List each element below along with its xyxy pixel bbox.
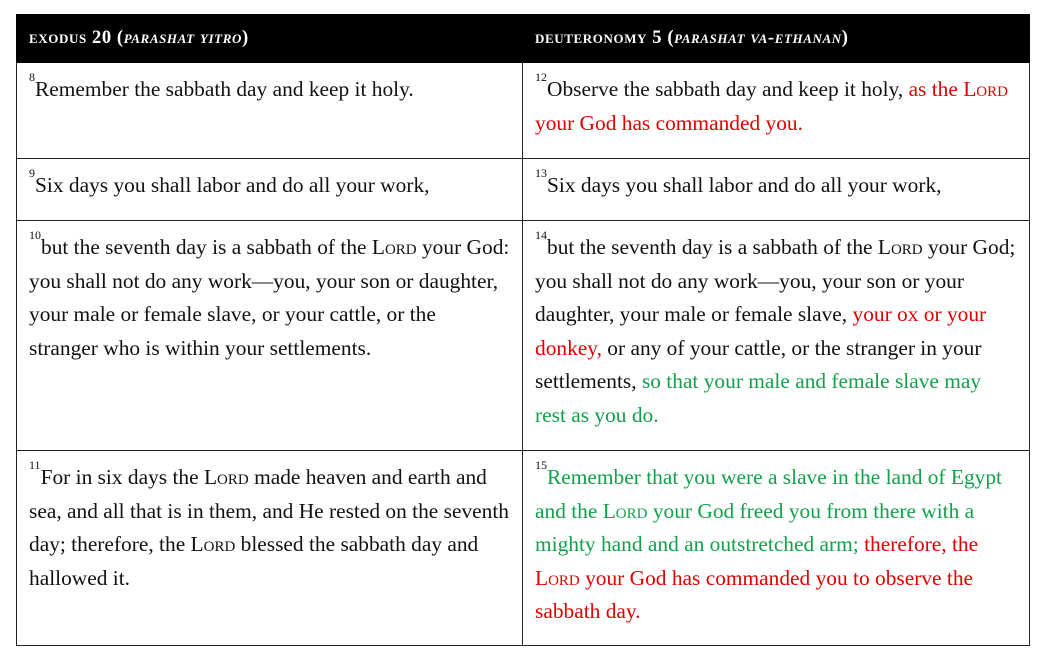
deut-cell [523, 63, 1030, 159]
exodus-cell [17, 159, 523, 221]
header-deut-close: ) [841, 28, 849, 48]
added-text-green: so that your male and female slave may rest as you do. [535, 369, 982, 427]
verse-number: 13 [535, 166, 547, 180]
header-exodus-book: exodus 20 [29, 28, 112, 48]
exodus-cell [17, 221, 523, 451]
table-row [17, 159, 1030, 221]
verse-number: 10 [29, 228, 41, 242]
table-row [17, 63, 1030, 159]
lord-text: Lord [602, 498, 648, 523]
verse-text: made heaven and earth and sea, and all that is in them, and He rested on the seventh day; therefore, the [29, 465, 509, 557]
verse-text: For in six days the [40, 465, 204, 489]
table-row [17, 221, 1030, 451]
deut-cell [523, 451, 1030, 646]
added-text-red: your God has commanded you. [535, 110, 803, 135]
exodus-cell [17, 451, 523, 646]
verse-text: or any of your cattle, or the stranger in your settlements, [535, 335, 982, 394]
added-text-red: as the [908, 77, 964, 101]
header-deut-parashah: parashat va-ethanan [674, 28, 842, 48]
added-text-red: your God has commanded you to observe the sabbath day. [535, 565, 974, 624]
verse-text: your God; you shall not do any work—you, your son or your daughter, your male or female slave, [535, 235, 1016, 327]
lord-text: Lord [535, 565, 580, 590]
added-text-red: therefore, the [858, 532, 979, 557]
verse-number: 11 [29, 458, 41, 472]
header-deuteronomy [523, 15, 1030, 63]
verse-text: but the seventh day is a sabbath of the [41, 235, 372, 259]
verse-text: blessed the sabbath day and hallowed it. [29, 532, 479, 590]
verse-text: but the seventh day is a sabbath of the [547, 235, 878, 259]
verse-number: 8 [29, 70, 35, 84]
header-row [17, 15, 1030, 63]
verse-text: Observe the sabbath day and keep it holy, [547, 77, 909, 101]
header-exodus-open: ( [111, 28, 124, 48]
header-exodus-close: ) [241, 28, 249, 48]
verse-number: 9 [29, 166, 35, 180]
added-text-green: Remember that you were a slave in the land of Egypt and the [535, 465, 1003, 523]
header-exodus [17, 15, 523, 63]
verse-text: Six days you shall labor and do all your work, [547, 173, 942, 197]
added-text-green: your God freed you from there with a mighty hand and an outstretched arm; [535, 498, 975, 557]
verse-number: 15 [535, 458, 547, 472]
lord-text: Lord [190, 532, 236, 557]
sabbath-comparison-table [16, 14, 1030, 646]
added-text-red: your ox or your donkey, [535, 302, 987, 360]
exodus-cell [17, 63, 523, 159]
verse-number: 14 [535, 228, 547, 242]
deut-cell [523, 159, 1030, 221]
header-deut-open: ( [662, 28, 675, 48]
table-row [17, 451, 1030, 646]
verse-number: 12 [535, 70, 547, 84]
lord-text: Lord [371, 235, 417, 259]
verse-text: Remember the sabbath day and keep it holy. [35, 77, 414, 101]
header-exodus-parashah: parashat yitro [123, 28, 242, 48]
lord-text: Lord [877, 235, 923, 259]
header-deut-book: deuteronomy 5 [535, 28, 663, 48]
deut-cell [523, 221, 1030, 451]
lord-text: Lord [963, 77, 1008, 101]
lord-text: Lord [203, 465, 249, 489]
verse-text: Six days you shall labor and do all your work, [35, 173, 430, 197]
verse-text: your God: you shall not do any work—you, your son or daughter, your male or female slave, or your cattle, or the stranger who is within your settlements. [29, 235, 510, 360]
